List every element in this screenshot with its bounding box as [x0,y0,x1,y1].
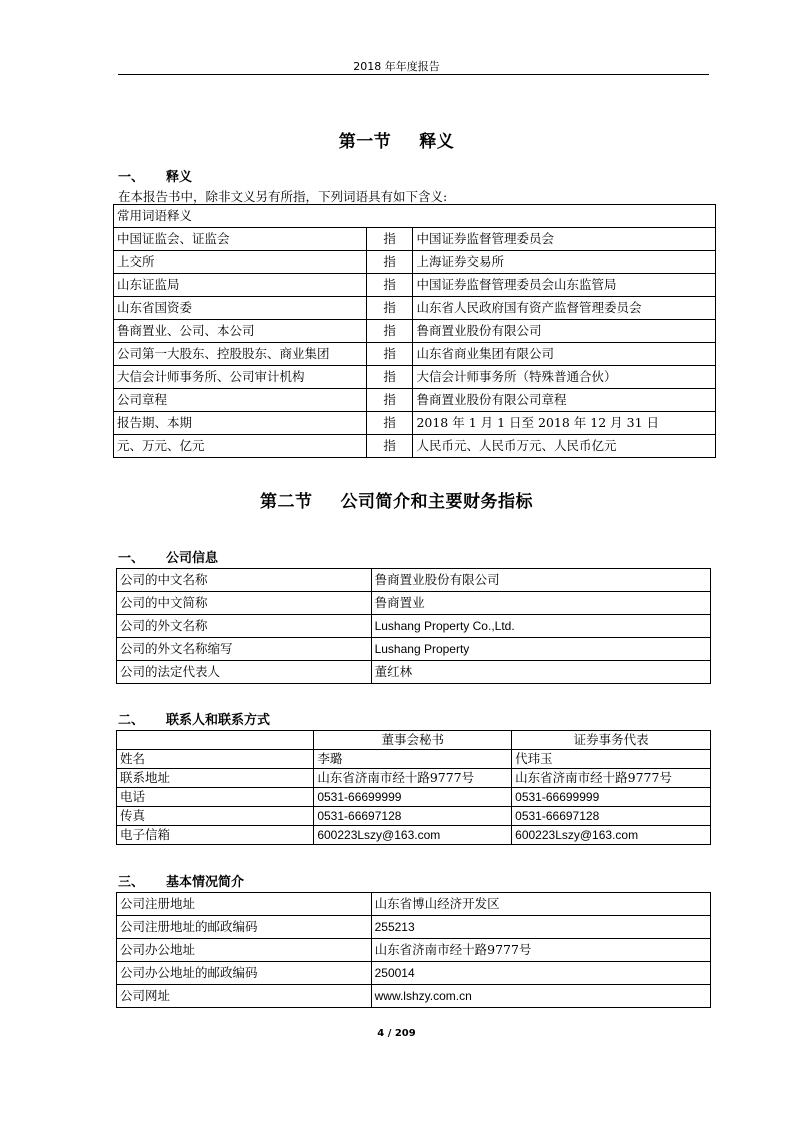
subheading-label: 基本情况简介 [166,875,245,890]
company-info-key: 公司的中文简称 [117,592,372,615]
subheading-label: 联系人和联系方式 [166,713,271,728]
basic-info-row [117,916,711,939]
definition-row [114,274,716,297]
definition-term: 报告期、本期 [114,412,367,435]
company-info-row [117,661,711,684]
definition-separator: 指 [366,366,413,389]
subheading-number: 三、 [118,875,145,890]
contact-row [117,750,711,769]
subheading-number: 二、 [118,713,145,728]
company-info-value: 董红林 [371,661,710,684]
contact-key: 电话 [117,788,314,807]
subheading-number: 一、 [118,551,145,566]
section2-number: 第二节 [260,492,313,512]
company-info-key: 公司的中文名称 [117,569,372,592]
section1-name: 释义 [419,132,455,152]
definition-row [114,228,716,251]
section2-name: 公司简介和主要财务指标 [340,492,533,512]
contact-key: 传真 [117,807,314,826]
contacts-header-representative: 证券事务代表 [512,731,711,750]
subheading-basic-info [118,871,244,890]
basic-info-row [117,939,711,962]
contact-representative-value: 600223Lszy@163.com [512,826,711,845]
basic-info-row [117,962,711,985]
definition-term: 中国证监会、证监会 [114,228,367,251]
contact-row [117,826,711,845]
definitions-table [113,204,716,458]
basic-info-row [117,985,711,1008]
subheading-definitions [118,166,192,185]
company-info-value: Lushang Property Co.,Ltd. [371,615,710,638]
basic-info-value: 250014 [371,962,710,985]
company-info-key: 公司的法定代表人 [117,661,372,684]
definition-separator: 指 [366,389,413,412]
company-info-row [117,592,711,615]
company-info-row [117,615,711,638]
section2-title [0,487,793,512]
page-number: 4 / 209 [377,1028,416,1039]
contact-key: 联系地址 [117,769,314,788]
contact-secretary-value: 李璐 [314,750,512,769]
basic-info-value: 山东省济南市经十路9777号 [371,939,710,962]
definition-term: 上交所 [114,251,367,274]
contact-representative-value: 山东省济南市经十路9777号 [512,769,711,788]
definition-term: 公司章程 [114,389,367,412]
subheading-company-info [118,547,218,566]
definition-term: 山东省国资委 [114,297,367,320]
contacts-header-blank [117,731,314,750]
basic-info-key: 公司注册地址 [117,893,372,916]
table-header-row [114,205,716,228]
company-info-table [116,568,711,684]
basic-info-key: 公司网址 [117,985,372,1008]
subheading-label: 公司信息 [166,551,219,566]
basic-info-key: 公司注册地址的邮政编码 [117,916,372,939]
contacts-table [116,730,711,845]
page-header: 2018 年年度报告 [353,60,440,73]
definition-row [114,389,716,412]
definition-meaning: 中国证券监督管理委员会 [413,228,716,251]
definition-separator: 指 [366,412,413,435]
definition-meaning: 大信会计师事务所（特殊普通合伙） [413,366,716,389]
basic-info-value: 山东省博山经济开发区 [371,893,710,916]
contacts-header-row [117,731,711,750]
definition-meaning: 中国证券监督管理委员会山东监管局 [413,274,716,297]
definition-meaning: 鲁商置业股份有限公司章程 [413,389,716,412]
definition-row [114,343,716,366]
definition-separator: 指 [366,320,413,343]
basic-info-row [117,893,711,916]
company-info-key: 公司的外文名称 [117,615,372,638]
section1-title [0,127,793,152]
definition-separator: 指 [366,297,413,320]
definition-meaning: 山东省人民政府国有资产监督管理委员会 [413,297,716,320]
definition-row [114,366,716,389]
contact-row [117,769,711,788]
company-info-row [117,638,711,661]
basic-info-value: www.lshzy.com.cn [371,985,710,1008]
basic-info-key: 公司办公地址 [117,939,372,962]
basic-info-value: 255213 [371,916,710,939]
contact-representative-value: 0531-66697128 [512,807,711,826]
definition-row [114,320,716,343]
company-info-key: 公司的外文名称缩写 [117,638,372,661]
company-info-value: Lushang Property [371,638,710,661]
contact-key: 姓名 [117,750,314,769]
company-info-value: 鲁商置业股份有限公司 [371,569,710,592]
contact-secretary-value: 山东省济南市经十路9777号 [314,769,512,788]
contact-representative-value: 0531-66699999 [512,788,711,807]
definition-row [114,297,716,320]
contact-secretary-value: 600223Lszy@163.com [314,826,512,845]
company-info-row [117,569,711,592]
definition-meaning: 鲁商置业股份有限公司 [413,320,716,343]
definition-row [114,251,716,274]
intro-text: 在本报告书中，除非文义另有所指，下列词语具有如下含义: [118,189,448,204]
subheading-number: 一、 [118,170,145,185]
definition-term: 大信会计师事务所、公司审计机构 [114,366,367,389]
definition-separator: 指 [366,435,413,458]
definition-meaning: 人民币元、人民币万元、人民币亿元 [413,435,716,458]
contact-row [117,788,711,807]
definition-separator: 指 [366,343,413,366]
definition-meaning: 2018 年 1 月 1 日至 2018 年 12 月 31 日 [413,412,716,435]
definition-term: 鲁商置业、公司、本公司 [114,320,367,343]
definition-row [114,435,716,458]
contact-row [117,807,711,826]
definition-meaning: 山东省商业集团有限公司 [413,343,716,366]
section1-number: 第一节 [338,132,392,152]
contacts-header-secretary: 董事会秘书 [314,731,512,750]
contact-key: 电子信箱 [117,826,314,845]
definition-term: 公司第一大股东、控股股东、商业集团 [114,343,367,366]
contact-secretary-value: 0531-66699999 [314,788,512,807]
definition-separator: 指 [366,251,413,274]
company-info-value: 鲁商置业 [371,592,710,615]
basic-info-key: 公司办公地址的邮政编码 [117,962,372,985]
contact-representative-value: 代玮玉 [512,750,711,769]
definition-meaning: 上海证券交易所 [413,251,716,274]
definition-term: 元、万元、亿元 [114,435,367,458]
basic-info-table [116,892,711,1008]
contact-secretary-value: 0531-66697128 [314,807,512,826]
header-rule [118,74,709,75]
table-header-cell: 常用词语释义 [114,205,716,228]
subheading-label: 释义 [166,170,193,185]
definition-separator: 指 [366,274,413,297]
definition-term: 山东证监局 [114,274,367,297]
definition-row [114,412,716,435]
definition-separator: 指 [366,228,413,251]
subheading-contacts [118,709,270,728]
